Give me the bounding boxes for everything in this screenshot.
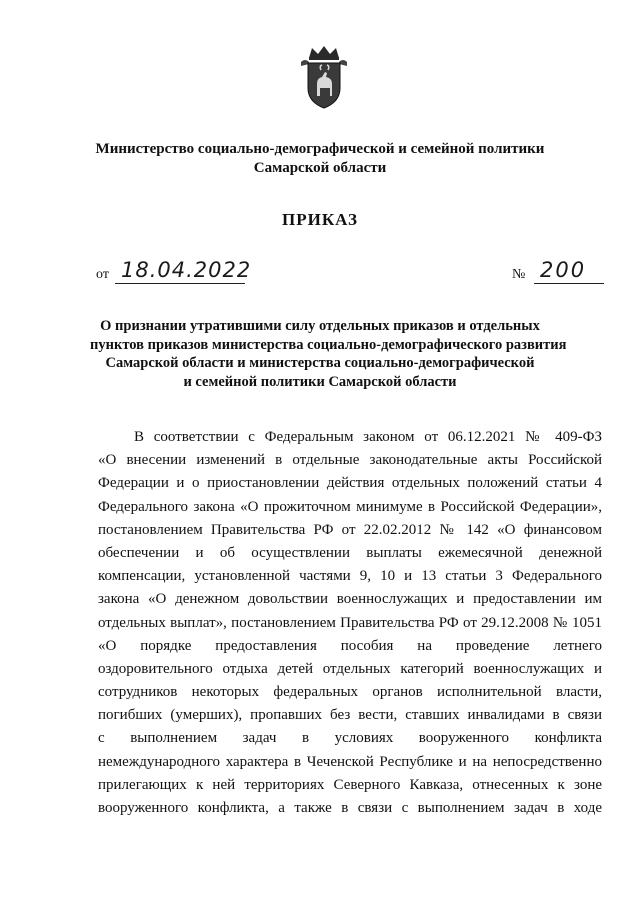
date-prefix-label: от [96,267,109,282]
body-line: «О внесении изменений в отдельные законодательные акты Российской [98,452,602,469]
body-line: с выполнением задач в условиях вооруженного конфликта [98,730,602,747]
handwritten-number: 200 [540,258,587,282]
body-line: В соответствии с Федеральным законом от 06.12.2021 № 409-ФЗ [134,429,602,445]
body-line: отдельных выплат», постановлением Правительства РФ от 29.12.2008 № 1051 [98,614,602,631]
coat-of-arms-emblem [297,44,351,112]
ministry-line-1: Министерство социально-демографической и семейной политики [95,141,545,157]
body-line: постановлением Правительства РФ от 22.02.2012 № 142 «О финансовом [98,521,602,538]
document-type-title: ПРИКАЗ [282,210,358,229]
subject-line: пунктов приказов министерства социально-демографического развития [90,336,567,353]
body-line: немеждународного характера в Чеченской Республике и на непосредственно [98,753,602,770]
body-line: Федерального закона «О прожиточном минимуме в Российской Федерации», [98,498,602,515]
ministry-line-2: Самарской области [253,160,387,176]
body-line: «О порядке предоставления пособия на проведение летнего [98,637,602,654]
body-line: погибших (умерших), пропавших без вести, ставших инвалидами в связи [98,707,602,724]
body-paragraph [98,426,602,820]
date-underline [115,283,245,284]
body-line: прилегающих к ней территориях Северного Кавказа, отнесенных к зоне [98,776,602,793]
body-line: вооруженного конфликта, а также в связи с выполнением задач в ходе [98,800,602,816]
subject-line: О признании утратившими силу отдельных приказов и отдельных [100,318,540,334]
number-underline [534,283,604,284]
body-line: компенсации, установленной частями 9, 10 и 13 статьи 3 Федерального [98,568,602,585]
subject-line: и семейной политики Самарской области [183,373,457,390]
number-prefix-label: № [512,267,526,282]
handwritten-date: 18.04.2022 [121,258,252,282]
order-subject-heading [90,317,567,391]
body-line: Федерации и о приостановлении действия отдельных положений статьи 4 [98,475,602,492]
ministry-header [60,140,580,178]
body-line: обеспечении и об осуществлении выплаты ежемесячной денежной [98,544,602,561]
body-line: закона «О денежном довольствии военнослужащих и предоставлении им [98,591,602,608]
body-line: сотрудников некоторых федеральных органов исполнительной власти, [98,684,602,701]
subject-line: Самарской области и министерства социально-демографической [105,355,535,371]
body-line: оздоровительного отдыха детей отдельных категорий военнослужащих и [98,660,602,677]
